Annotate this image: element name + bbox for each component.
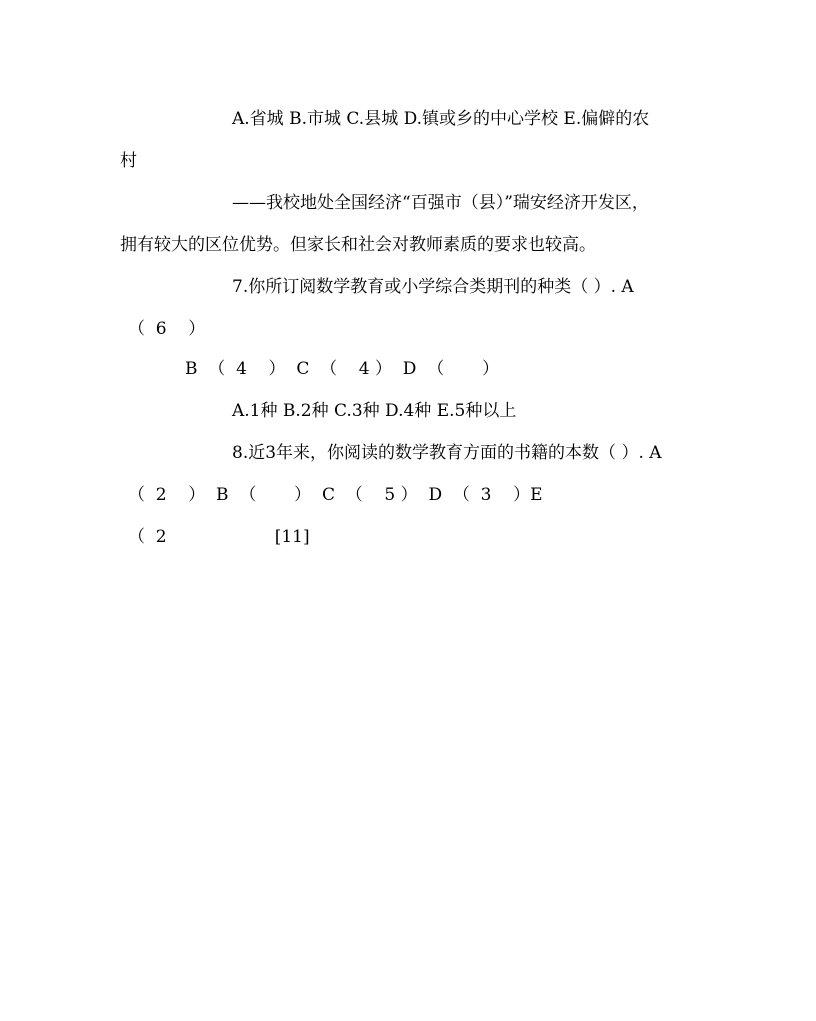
question-7-options: A.1种 B.2种 C.3种 D.4种 E.5种以上 [232, 401, 517, 421]
question-8-answers-abcde: （ 2 ） B （ ） C （ 5 ） D （ 3 ）E [128, 485, 543, 505]
option-line-location-wrap: 村 [120, 151, 137, 171]
question-7-answer-a: （ 6 ） [128, 319, 206, 339]
answer-note-line-2: 拥有较大的区位优势。但家长和社会对教师素质的要求也较高。 [120, 235, 596, 255]
option-line-location: A.省城 B.市城 C.县城 D.镇或乡的中心学校 E.偏僻的农 [232, 109, 650, 129]
question-8-answer-e-footnote: （ 2 [11] [128, 527, 310, 547]
answer-note-line-1: ——我校地处全国经济“百强市（县）”瑞安经济开发区， [232, 193, 649, 213]
question-7-answers-bcd: B （ 4 ） C （ 4 ） D （ ） [185, 359, 500, 379]
question-7: 7.你所订阅数学教育或小学综合类期刊的种类（ ）. A [232, 277, 634, 297]
question-8: 8.近3年来，你阅读的数学教育方面的书籍的本数（ ）. A [232, 443, 662, 463]
